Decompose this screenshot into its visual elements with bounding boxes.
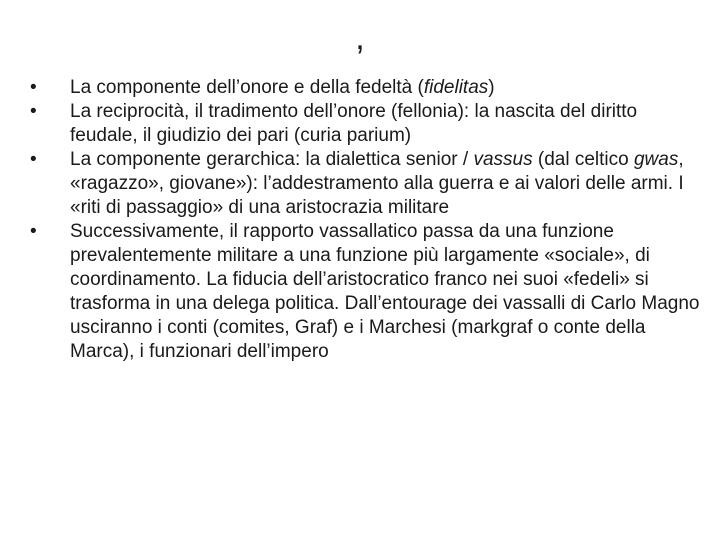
bullet-text-part: , «ragazzo», giovane»): l’addestramento alla guerra e ai valori delle armi. I «riti di passaggio» di una aristocrazia militare (70, 149, 684, 218)
bullet-item-fidelitas (28, 76, 700, 100)
bullet-text-part: Successivamente, il rapporto vassallatico passa da una funzione prevalentemente militare a una funzione più largamente «sociale», di coordinamento. La fiducia dell’aristocratico franco nei suoi «fedeli» si trasforma in una delega politica. Dall’entourage dei vassalli di Carlo Magno usciranno i conti (comites, Graf) e i Marchesi (markgraf o conte della Marca), i funzionari dell’impero (70, 221, 700, 362)
bullet-item-gerarchica (28, 148, 700, 220)
bullet-marker: • (30, 101, 37, 122)
bullet-list (28, 76, 700, 364)
bullet-text-part: La reciprocità, il tradimento dell’onore (fellonia): la nascita del diritto feudale, il giudizio dei pari (curia parium) (70, 101, 638, 146)
bullet-text-part: La componente gerarchica: la dialettica senior / (70, 149, 474, 170)
bullet-marker: • (30, 221, 37, 242)
bullet-marker: • (30, 77, 37, 98)
slide-title: , (355, 19, 365, 57)
bullet-text-part: La componente dell’onore e della fedeltà ( (70, 77, 424, 98)
bullet-text-italic: vassus (473, 149, 533, 170)
bullet-text-part: (dal celtico (532, 149, 634, 170)
bullet-text-italic: fidelitas (423, 77, 489, 98)
bullet-item-successivamente (28, 220, 700, 364)
bullet-text-part: ) (488, 77, 495, 98)
bullet-text-italic: gwas (633, 149, 679, 170)
bullet-item-reciprocita (28, 100, 700, 148)
bullet-marker: • (30, 149, 37, 170)
